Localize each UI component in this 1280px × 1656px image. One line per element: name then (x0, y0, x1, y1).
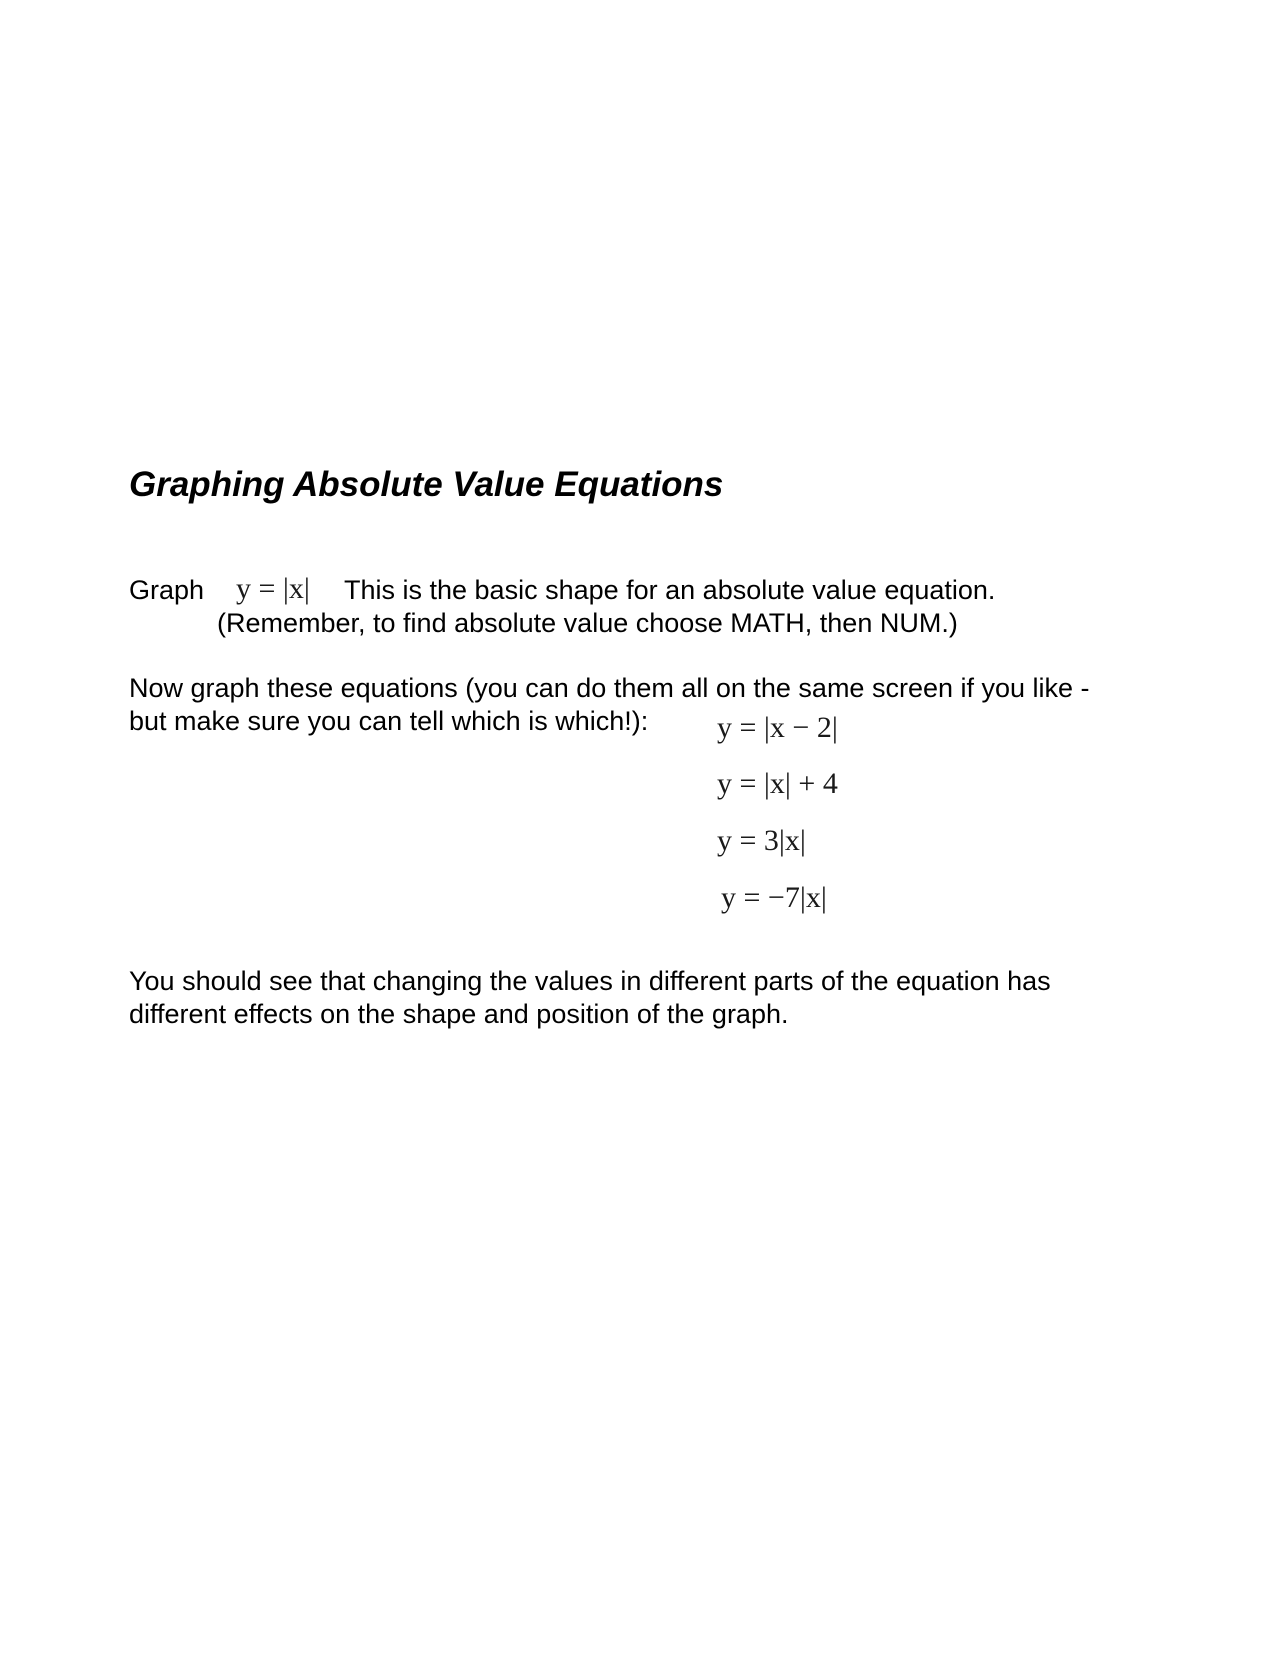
graph-label: Graph (129, 575, 205, 605)
equation-shift-up: y = |x| + 4 (717, 767, 838, 800)
basic-shape-description: This is the basic shape for an absolute value equation. (344, 575, 996, 605)
basic-equation: y = |x| (236, 572, 310, 605)
page-title: Graphing Absolute Value Equations (129, 465, 724, 504)
equation-shift-right: y = |x − 2| (717, 711, 838, 744)
equation-stretch: y = 3|x| (717, 824, 806, 857)
reminder-text: (Remember, to find absolute value choose MATH, then NUM.) (217, 608, 958, 638)
instructions-line-1: Now graph these equations (you can do them all on the same screen if you like - (129, 673, 1090, 703)
conclusion-line-2: different effects on the shape and position of the graph. (129, 999, 789, 1029)
conclusion-line-1: You should see that changing the values in different parts of the equation has (129, 966, 1051, 996)
instructions-line-2: but make sure you can tell which is which!): (129, 706, 649, 736)
equation-reflect-stretch: y = −7|x| (721, 881, 827, 914)
